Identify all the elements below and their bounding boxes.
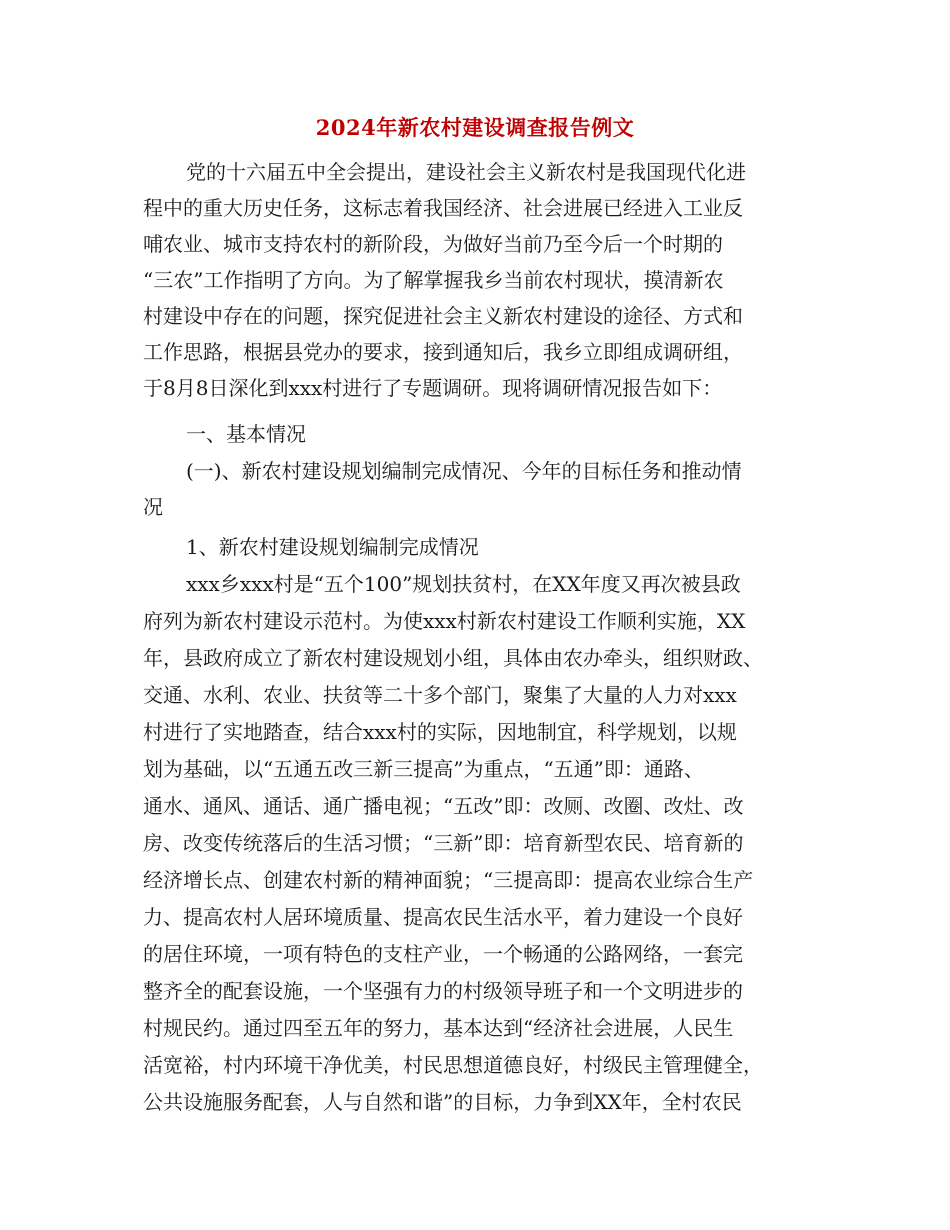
body-line: 哺农业、城市支持农村的新阶段，为做好当前乃至今后一个时期的 [143,232,723,256]
body-line: 工作思路，根据县党办的要求，接到通知后，我乡立即组成调研组， [143,340,743,364]
body-line: 党的十六届五中全会提出，建设社会主义新农村是我国现代化进 [186,160,746,184]
item-heading: 1、新农村建设规划编制完成情况 [186,535,479,559]
subsection-heading-cont: 况 [143,495,163,519]
body-line: xxx乡xxx村是“五个100”规划扶贫村，在XX年度又再次被县政 [186,572,741,596]
body-line: “三农”工作指明了方向。为了解掌握我乡当前农村现状，摸清新农 [143,268,724,292]
body-line: 房、改变传统落后的生活习惯；“三新”即：培育新型农民、培育新的 [143,831,744,855]
body-line: 交通、水利、农业、扶贫等二十多个部门，聚集了大量的人力对xxx [143,683,737,707]
body-line: 府列为新农村建设示范村。为使xxx村新农村建设工作顺利实施，XX [143,609,746,633]
body-line: 于8月8日深化到xxx村进行了专题调研。现将调研情况报告如下： [143,376,723,400]
body-line: 通水、通风、通话、通广播电视；“五改”即：改厕、改圈、改灶、改 [143,794,744,818]
body-line: 整齐全的配套设施，一个坚强有力的村级领导班子和一个文明进步的 [143,979,743,1003]
body-line: 的居住环境，一项有特色的支柱产业，一个畅通的公路网络，一套完 [143,942,743,966]
subsection-heading: (一)、新农村建设规划编制完成情况、今年的目标任务和推动情 [186,459,742,483]
section-heading: 一、基本情况 [186,422,306,446]
body-line: 村建设中存在的问题，探究促进社会主义新农村建设的途径、方式和 [143,304,743,328]
document-title: 2024年新农村建设调查报告例文 [315,115,635,140]
body-line: 划为基础，以“五通五改三新三提高”为重点，“五通”即：通路、 [143,757,704,781]
body-line: 活宽裕，村内环境干净优美，村民思想道德良好，村级民主管理健全， [143,1053,763,1077]
body-line: 力、提高农村人居环境质量、提高农民生活水平，着力建设一个良好 [143,905,743,929]
body-line: 公共设施服务配套，人与自然和谐”的目标，力争到XX年，全村农民 [143,1090,742,1114]
body-line: 年，县政府成立了新农村建设规划小组，具体由农办牵头，组织财政、 [143,646,763,670]
body-line: 村进行了实地踏查，结合xxx村的实际，因地制宜，科学规划，以规 [143,720,737,744]
body-line: 经济增长点、创建农村新的精神面貌；“三提高即：提高农业综合生产 [143,868,754,892]
body-line: 程中的重大历史任务，这标志着我国经济、社会进展已经进入工业反 [143,196,743,220]
body-line: 村规民约。通过四至五年的努力，基本达到“经济社会进展，人民生 [143,1016,734,1040]
